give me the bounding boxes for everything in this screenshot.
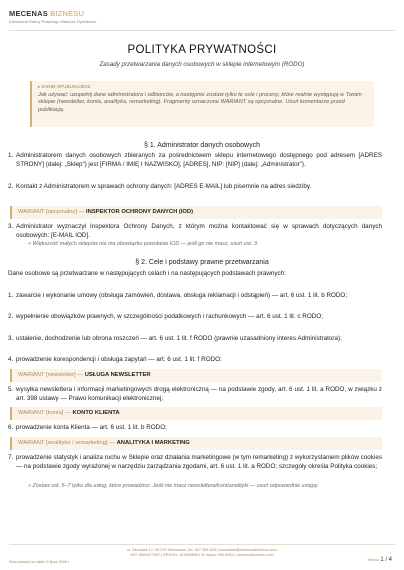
note-body: Jak używać: uzupełnij dane administratora i odbiorców, a następnie zostaw tylko te cele i procesy, które realnie występują w Twoim sklepie (newsletter, konta, analityka, remarketing). Fragmenty oznaczone WARIANT są opcjonalne. Usuń komentarze przed publikacją. — [38, 92, 362, 113]
instruction-note — [30, 81, 374, 127]
page-number: Strona 1 / 4 — [367, 557, 392, 563]
legal-status-date: Stan prawny na dzień 8 lipca 2026 r. — [9, 560, 71, 564]
list-item: 2. wypełnienie obowiązków prawnych, w szczególności podatkowych i rachunkowych — art. 6 ust. 1 lit. c RODO; — [8, 313, 323, 320]
document-subtitle: Zasady przetwarzania danych osobowych w sklepie internetowym (RODO) — [99, 61, 305, 68]
section-heading-1: § 1. Administrator danych osobowych — [144, 142, 260, 149]
list-item: 4. prowadzenie korespondencji i obsługa zapytań — art. 6 ust. 1 lit. f RODO; — [8, 356, 222, 363]
footer-registry: NIP: 8581627697 | REGON: 367689858 | Nr wpisu: WA-8964 | mecenasbiznesu.com — [130, 553, 274, 557]
list-item: 2. Kontakt z Administratorem w sprawach ochrony danych: [ADRES E-MAIL] lub pisemnie na adres siedziby. — [8, 183, 312, 190]
footer-divider — [9, 544, 395, 545]
list-item: 3. ustalenie, dochodzenie lub obrona roszczeń — art. 6 ust. 1 lit. f RODO (prawnie uzasadniony interes Administratora); — [8, 335, 342, 342]
brand-tagline: Kancelaria Radcy Prawnego Mateusz Dyśkiewicz — [9, 19, 97, 24]
list-item: 1. Administratorem danych osobowych zbieranych za pośrednictwem sklepu internetowego dostępnego pod adresem [ADRES STRONY] (dalej: „Sklep”) jest [FIRMA / IMIĘ I NAZWISKO], [ADRES], NIP: [NIP] (dalej: „Administrator”). — [8, 152, 382, 168]
note-heading: ▸ ZANIM OPUBLIKUJESZ — [38, 84, 91, 89]
section-heading-2: § 2. Cele i podstawy prawne przetwarzania — [135, 259, 269, 266]
brand-logo — [9, 9, 97, 24]
list-item: 5. wysyłka newslettera i informacji marketingowych drogą elektroniczną — na podstawie zgody, art. 6 ust. 1 lit. a RODO, w związku z art. 398 ustawy — Prawo komunikacji elektronicznej; — [8, 386, 382, 402]
document-title: POLITYKA PRYWATNOŚCI — [127, 44, 277, 56]
variant-box: WARIANT [newsletter] — USŁUGA NEWSLETTER — [10, 369, 382, 382]
variant-hint: » Większość małych sklepów nie ma obowiązku powołania IOD — jeśli go nie masz, usuń ust. 3. — [28, 241, 259, 247]
header-divider — [9, 30, 395, 31]
list-item: 3. Administrator wyznaczył Inspektora Ochrony Danych, z którym można kontaktować się w sprawach dotyczących danych osobowych: [E-MAIL IOD]. — [8, 223, 382, 239]
variant-box: WARIANT [konta] — KONTO KLIENTA — [10, 407, 382, 420]
variant-hint: » Zostaw ust. 5–7 tylko dla usług, które prowadzisz. Jeśli nie masz newslettera/kont/analityki — usuń odpowiednie ustępy. — [28, 483, 319, 489]
brand-name: MECENAS BIZNESU — [9, 9, 85, 18]
footer-contact: ul. Miodowa 12, 00-000 Warszawa | tel. 507 365 305 | kancelaria@mecenasbiznesu.com — [127, 548, 277, 552]
variant-box: WARIANT [opcjonalny] — INSPEKTOR OCHRONY DANYCH (IOD) — [10, 206, 382, 219]
intro-paragraph: Dane osobowe są przetwarzane w następujących celach i na następujących podstawach prawnych: — [8, 270, 286, 277]
variant-box: WARIANT [analityka / remarketing] — ANALITYKA I MARKETING — [10, 437, 382, 450]
list-item: 1. zawarcie i wykonanie umowy (obsługa zamówień, dostawa, obsługa reklamacji i odstąpień) — art. 6 ust. 1 lit. b RODO; — [8, 292, 348, 299]
list-item: 6. prowadzenie konta Klienta — art. 6 ust. 1 lit. b RODO; — [8, 424, 167, 431]
list-item: 7. prowadzenie statystyk i analiza ruchu w Sklepie oraz działania marketingowe (w tym remarketing) z wykorzystaniem plików cookies — na podstawie zgody wyrażonej w narzędziu zarządzania zgodami, art. 6 ust. 1 lit. a RODO; szczegóły określa Polityka cookies; — [8, 454, 382, 470]
